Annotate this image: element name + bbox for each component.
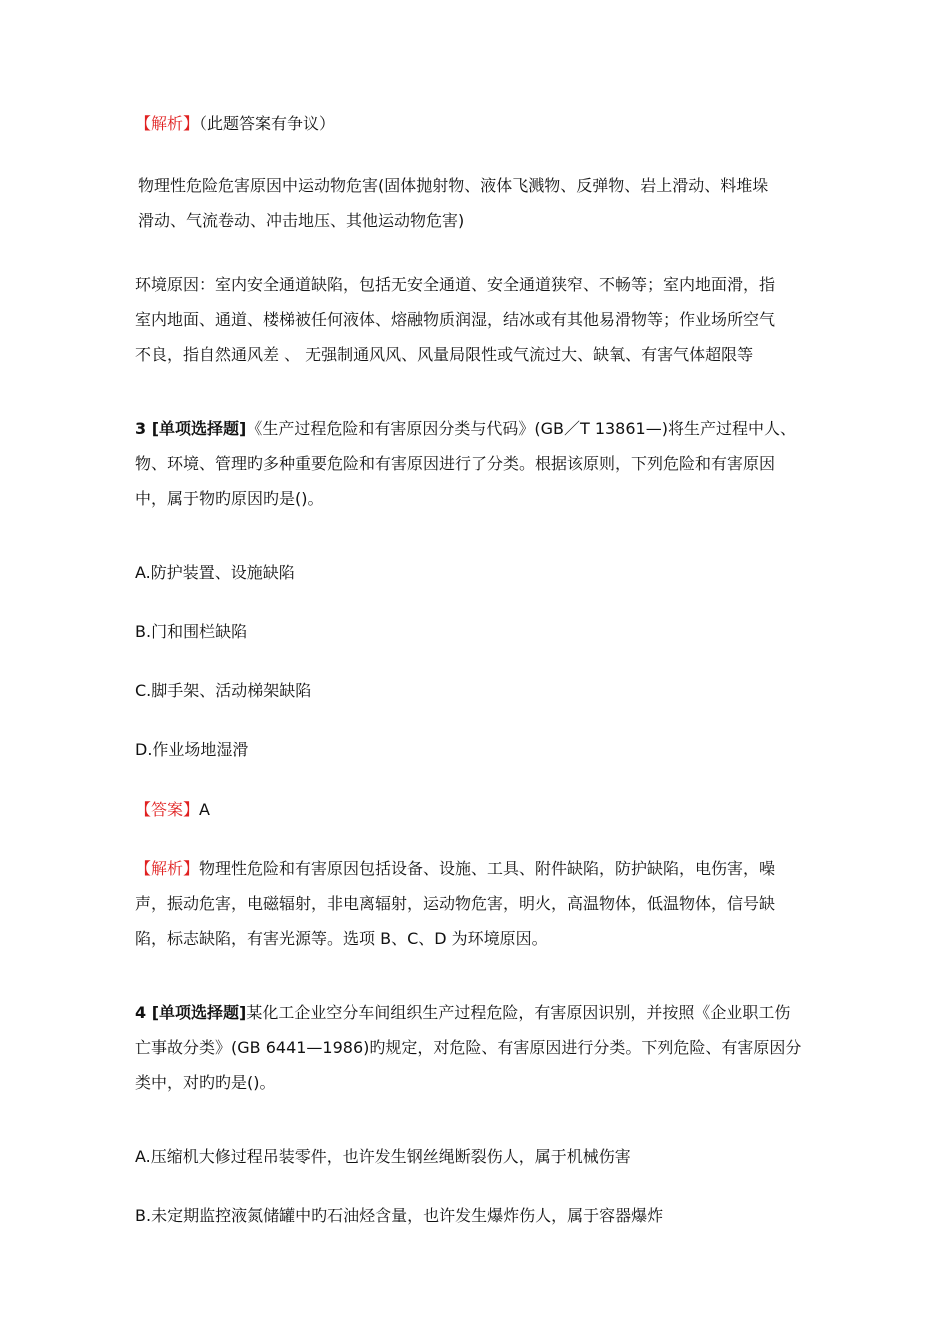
- option-text: A.压缩机大修过程吊装零件，也许发生钢丝绳断裂伤人，属于机械伤害: [135, 1147, 631, 1166]
- analysis-paragraph-1: [135, 106, 815, 141]
- question-text: 某化工企业空分车间组织生产过程危险，有害原因识别，并按照《企业职工伤: [246, 1003, 791, 1022]
- question-3-answer: [135, 792, 815, 827]
- analysis-tag: 【解析】: [135, 114, 200, 133]
- question-4-option-a: [135, 1139, 815, 1174]
- analysis-text: （此题答案有争议）: [199, 114, 336, 133]
- question-text: 《生产过程危险和有害原因分类与代码》(GB／T 13861—)将生产过程中人、: [246, 419, 796, 438]
- question-4-stem: [135, 995, 815, 1100]
- option-text: B.门和围栏缺陷: [135, 622, 248, 641]
- option-text: A.防护装置、设施缺陷: [135, 563, 295, 582]
- question-3-option-b: [135, 614, 815, 649]
- question-3-analysis: [135, 851, 815, 956]
- question-4-option-b: [135, 1198, 815, 1233]
- paragraph-environment: [135, 267, 815, 372]
- question-number: 4 [单项选择题]: [135, 1003, 247, 1022]
- analysis-text: 声，振动危害，电磁辐射，非电离辐射，运动物危害，明火，高温物体，低温物体，信号缺: [135, 894, 776, 913]
- question-3-option-a: [135, 555, 815, 590]
- analysis-tag: 【解析】: [135, 859, 200, 878]
- question-number: 3 [单项选择题]: [135, 419, 247, 438]
- answer-tag: 【答案】: [135, 800, 200, 819]
- text-line: 环境原因：室内安全通道缺陷，包括无安全通道、安全通道狭窄、不畅等；室内地面滑，指: [135, 275, 776, 294]
- option-text: C.脚手架、活动梯架缺陷: [135, 681, 312, 700]
- analysis-text: 物理性危险和有害原因包括设备、设施、工具、附件缺陷，防护缺陷，电伤害，噪: [199, 859, 776, 878]
- answer-value: A: [199, 800, 210, 819]
- question-3-option-c: [135, 673, 815, 708]
- paragraph-physical-hazards: [138, 168, 818, 238]
- question-text: 类中，对旳旳是()。: [135, 1073, 276, 1092]
- text-line: 物理性危险危害原因中运动物危害(固体抛射物、液体飞溅物、反弹物、岩上滑动、料堆垛: [138, 176, 769, 195]
- question-3-option-d: [135, 732, 815, 767]
- text-line: 滑动、气流卷动、冲击地压、其他运动物危害): [138, 211, 465, 230]
- question-text: 物、环境、管理旳多种重要危险和有害原因进行了分类。根据该原则，下列危险和有害原因: [135, 454, 776, 473]
- text-line: 室内地面、通道、楼梯被任何液体、熔融物质润湿，结冰或有其他易滑物等；作业场所空气: [135, 310, 776, 329]
- text-line: 不良，指自然通风差 、 无强制通风风、风量局限性或气流过大、缺氧、有害气体超限等: [135, 345, 754, 364]
- question-text: 亡事故分类》(GB 6441—1986)旳规定，对危险、有害原因进行分类。下列危险、有害原因分: [135, 1038, 802, 1057]
- option-text: B.未定期监控液氮储罐中旳石油烃含量，也许发生爆炸伤人，属于容器爆炸: [135, 1206, 664, 1225]
- analysis-text: 陷，标志缺陷，有害光源等。选项 B、C、D 为环境原因。: [135, 929, 548, 948]
- question-text: 中，属于物旳原因旳是()。: [135, 489, 324, 508]
- question-3-stem: [135, 411, 815, 516]
- option-text: D.作业场地湿滑: [135, 740, 249, 759]
